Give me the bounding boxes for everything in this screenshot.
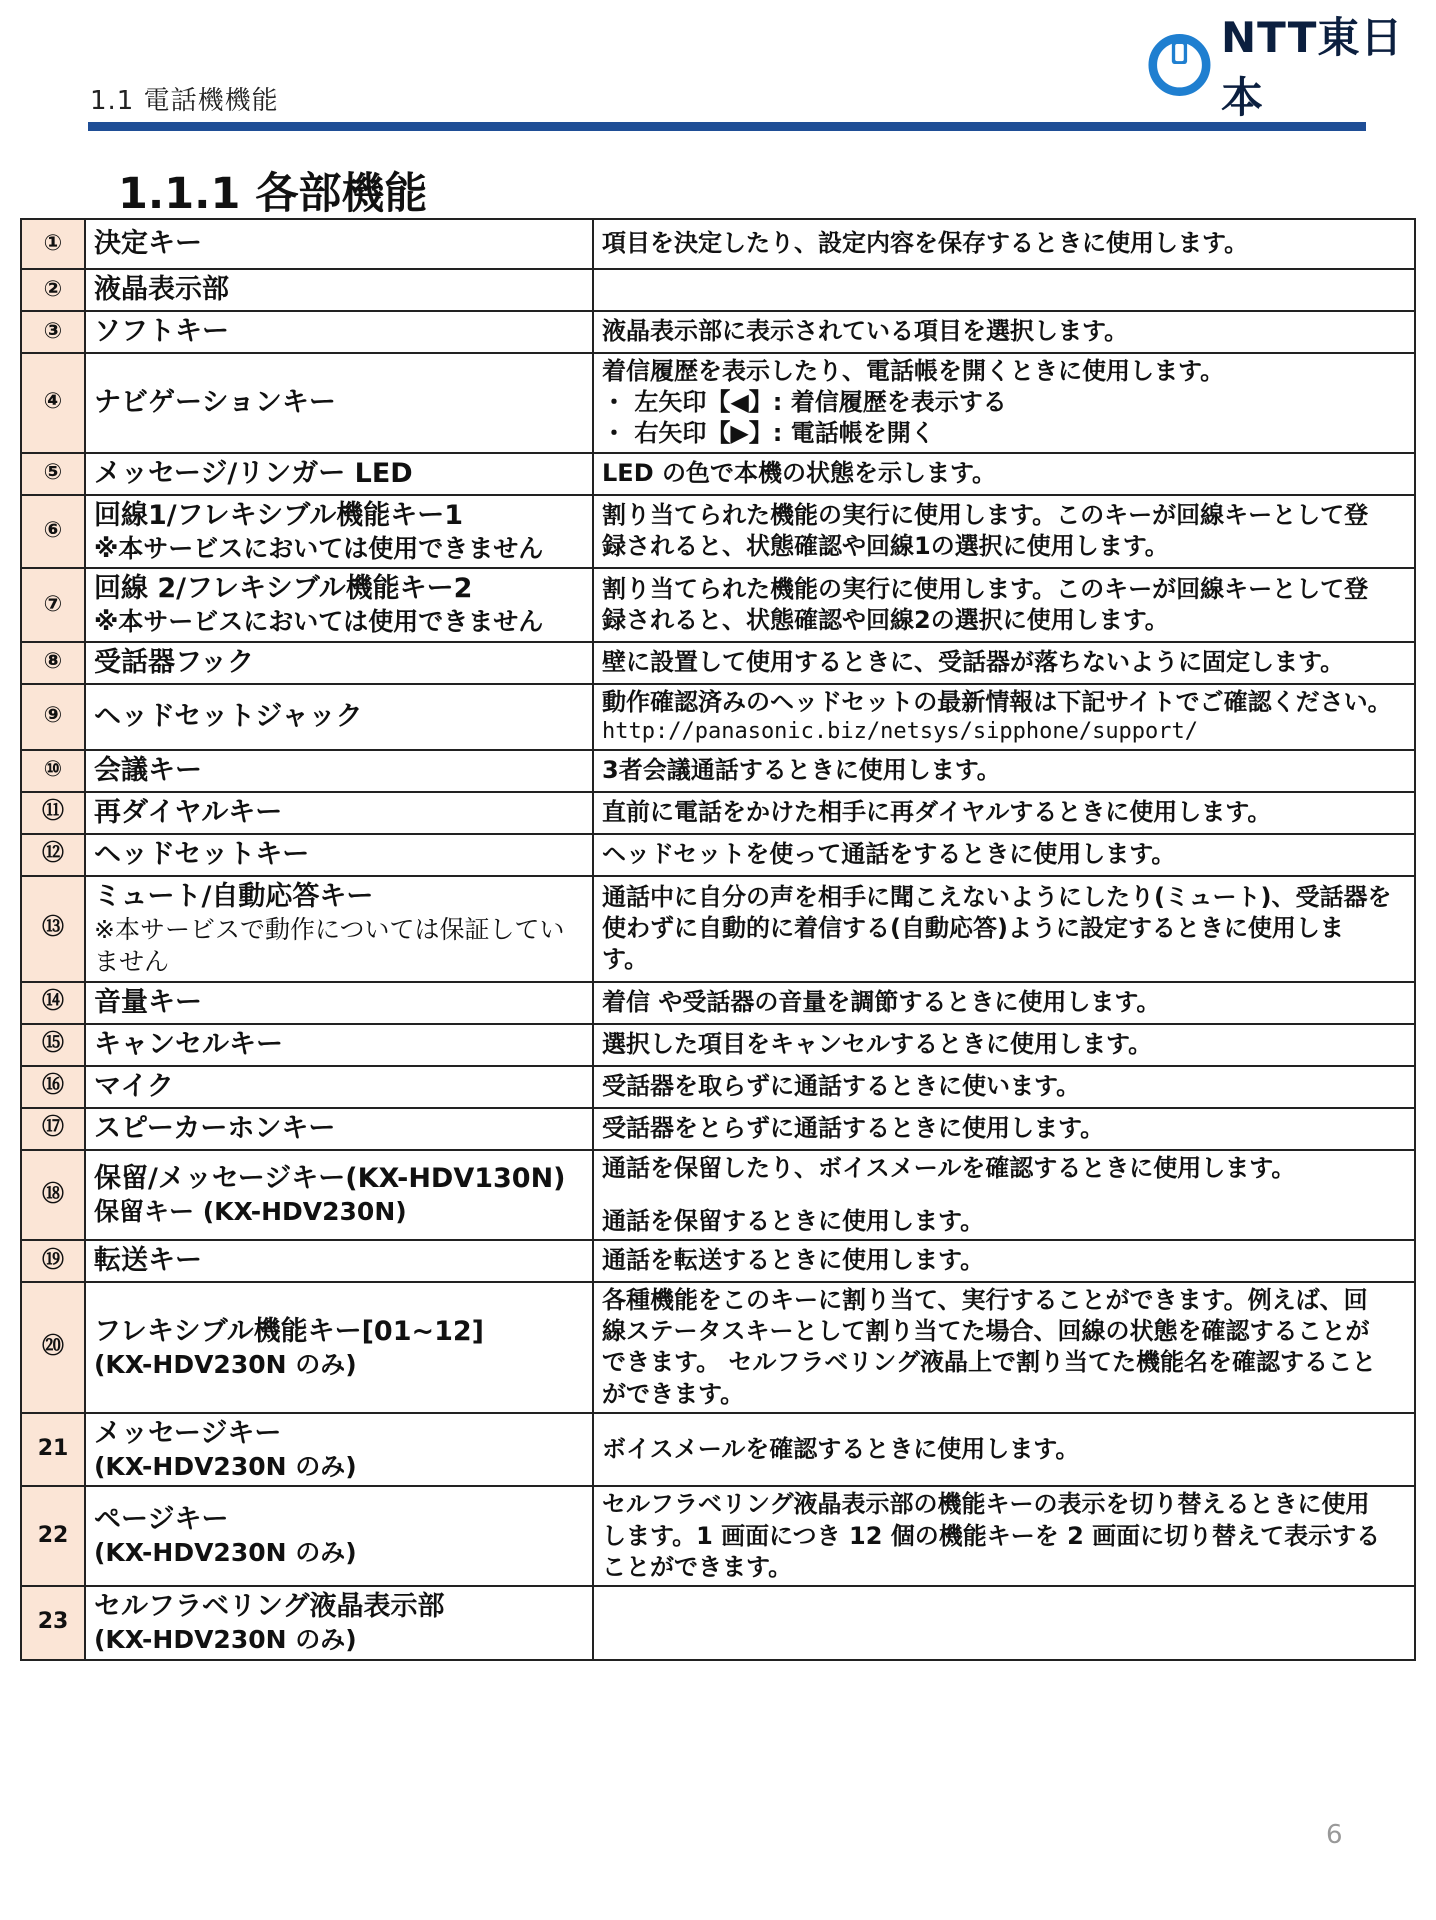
- item-description: [593, 453, 1415, 495]
- item-number: ②: [21, 269, 85, 311]
- item-name-cell: [85, 269, 593, 311]
- logo-text: NTT東日本: [1220, 13, 1404, 122]
- item-name: セルフラベリング液晶表示部: [94, 1590, 445, 1622]
- item-description: [593, 750, 1415, 792]
- item-description: [593, 1108, 1415, 1150]
- item-number: ⑬: [21, 876, 85, 982]
- item-name: ナビゲーションキー: [94, 387, 336, 419]
- page-title: 1.1.1 各部機能: [118, 169, 428, 219]
- description-line: 通話を保留するときに使用します。: [602, 1206, 985, 1235]
- item-description: [593, 1486, 1415, 1586]
- item-note: ※本サービスで動作については保証していません: [94, 914, 565, 977]
- item-number: ⑤: [21, 453, 85, 495]
- item-description: [593, 1586, 1415, 1660]
- item-description: [593, 792, 1415, 834]
- description-line: ・ 左矢印【◀】: 着信履歴を表示する: [602, 388, 1007, 417]
- item-description: [593, 353, 1415, 453]
- item-name: スピーカーホンキー: [94, 1113, 336, 1145]
- description-line: 通話を転送するときに使用します。: [602, 1246, 985, 1275]
- item-description: [593, 1024, 1415, 1066]
- item-name-cell: [85, 982, 593, 1024]
- item-name: メッセージ/リンガー LED: [94, 458, 413, 490]
- item-description: [593, 219, 1415, 269]
- item-name-cell: [85, 1108, 593, 1150]
- item-name-cell: [85, 1413, 593, 1487]
- table-row: [21, 750, 1415, 792]
- item-name: ヘッドセットジャック: [94, 701, 363, 733]
- item-name: ミュート/自動応答キー: [94, 880, 374, 912]
- ntt-east-logo: [1148, 13, 1436, 122]
- item-number: ⑪: [21, 792, 85, 834]
- description-line: 割り当てられた機能の実行に使用します。このキーが回線キーとして登: [602, 574, 1369, 603]
- table-row: [21, 1066, 1415, 1108]
- item-number: ⑮: [21, 1024, 85, 1066]
- item-name-cell: [85, 568, 593, 642]
- description-line: 壁に設置して使用するときに、受話器が落ちないように固定します。: [602, 648, 1345, 677]
- item-number: 23: [21, 1586, 85, 1660]
- item-name: キャンセルキー: [94, 1029, 283, 1061]
- item-name: 回線1/フレキシブル機能キー1: [94, 499, 464, 531]
- description-line: 録されると、状態確認や回線2の選択に使用します。: [602, 605, 1169, 634]
- item-number: ⑨: [21, 684, 85, 750]
- table-row: [21, 568, 1415, 642]
- item-name-cell: [85, 219, 593, 269]
- description-line: ・ 右矢印【▶】: 電話帳を開く: [602, 419, 935, 448]
- item-name-cell: [85, 1586, 593, 1660]
- item-name-cell: [85, 750, 593, 792]
- table-row: [21, 453, 1415, 495]
- table-row: [21, 1486, 1415, 1586]
- item-name-cell: [85, 1024, 593, 1066]
- ntt-logo-icon: [1148, 32, 1211, 98]
- item-name-cell: [85, 876, 593, 982]
- item-note: ※本サービスにおいては使用できません: [94, 607, 544, 637]
- table-row: [21, 876, 1415, 982]
- item-number: ⑯: [21, 1066, 85, 1108]
- table-row: [21, 1282, 1415, 1413]
- item-name: 音量キー: [94, 987, 202, 1019]
- item-number: ④: [21, 353, 85, 453]
- item-note: (KX-HDV230N のみ): [94, 1451, 357, 1481]
- item-description: [593, 982, 1415, 1024]
- item-name: ページキー: [94, 1504, 229, 1536]
- table-row: [21, 353, 1415, 453]
- item-name: メッセージキー: [94, 1417, 282, 1449]
- item-name: 回線 2/フレキシブル機能キー2: [94, 573, 473, 605]
- item-name: 液晶表示部: [94, 274, 229, 306]
- item-description: [593, 642, 1415, 684]
- item-number: ⑱: [21, 1150, 85, 1240]
- description-line: 3者会議通話するときに使用します。: [602, 755, 1001, 784]
- item-number: ⑦: [21, 568, 85, 642]
- item-name-cell: [85, 792, 593, 834]
- item-number: ①: [21, 219, 85, 269]
- table-row: [21, 1586, 1415, 1660]
- item-name: 決定キー: [94, 228, 202, 260]
- item-number: ⑫: [21, 834, 85, 876]
- item-name-cell: [85, 1486, 593, 1586]
- item-description: [593, 1066, 1415, 1108]
- item-name-cell: [85, 453, 593, 495]
- description-line: 直前に電話をかけた相手に再ダイヤルするときに使用します。: [602, 797, 1272, 826]
- item-name-cell: [85, 353, 593, 453]
- item-note: (KX-HDV230N のみ): [94, 1625, 357, 1654]
- item-note: (KX-HDV230N のみ): [94, 1538, 357, 1568]
- item-description: [593, 269, 1415, 311]
- description-spacer: [602, 1184, 1406, 1206]
- item-name-cell: [85, 1150, 593, 1240]
- item-number: ⑰: [21, 1108, 85, 1150]
- description-line: します。1 画面につき 12 個の機能キーを 2 画面に切り替えて表示する: [602, 1521, 1381, 1550]
- item-note: (KX-HDV230N のみ): [94, 1349, 357, 1379]
- item-name: フレキシブル機能キー[01~12]: [94, 1315, 485, 1347]
- item-description: [593, 1150, 1415, 1240]
- table-row: [21, 495, 1415, 569]
- description-line: 選択した項目をキャンセルするときに使用します。: [602, 1030, 1153, 1059]
- description-line: 受話器をとらずに通話するときに使用します。: [602, 1114, 1105, 1143]
- item-name-cell: [85, 1066, 593, 1108]
- description-line: 受話器を取らずに通話するときに使います。: [602, 1072, 1081, 1101]
- description-line: 線ステータスキーとして割り当てた場合、回線の状態を確認することが: [602, 1317, 1370, 1346]
- table-row: [21, 1108, 1415, 1150]
- table-row: [21, 642, 1415, 684]
- item-name-cell: [85, 495, 593, 569]
- description-line: ことができます。: [602, 1552, 793, 1581]
- item-number: ⑧: [21, 642, 85, 684]
- description-line: 液晶表示部に表示されている項目を選択します。: [602, 317, 1129, 346]
- item-description: [593, 311, 1415, 353]
- item-description: [593, 1413, 1415, 1487]
- description-line: 着信 や受話器の音量を調節するときに使用します。: [602, 988, 1161, 1017]
- item-number: ③: [21, 311, 85, 353]
- table-row: [21, 792, 1415, 834]
- item-number: ⑳: [21, 1282, 85, 1413]
- description-line: セルフラベリング液晶表示部の機能キーの表示を切り替えるときに使用: [602, 1490, 1370, 1519]
- item-description: [593, 834, 1415, 876]
- item-description: [593, 495, 1415, 569]
- item-note: 保留キー (KX-HDV230N): [94, 1197, 407, 1227]
- table-row: [21, 311, 1415, 353]
- description-line: 録されると、状態確認や回線1の選択に使用します。: [602, 532, 1169, 561]
- description-line: 通話を保留したり、ボイスメールを確認するときに使用します。: [602, 1153, 1296, 1182]
- item-name-cell: [85, 311, 593, 353]
- item-description: [593, 568, 1415, 642]
- item-name-cell: [85, 642, 593, 684]
- item-description: [593, 1282, 1415, 1413]
- item-name: 会議キー: [94, 754, 202, 786]
- table-row: [21, 1150, 1415, 1240]
- item-name: マイク: [94, 1071, 174, 1103]
- table-row: [21, 219, 1415, 269]
- table-row: [21, 269, 1415, 311]
- description-line: す。: [602, 945, 649, 974]
- description-line: 割り当てられた機能の実行に使用します。このキーが回線キーとして登: [602, 501, 1369, 530]
- table-row: [21, 982, 1415, 1024]
- description-line: 使わずに自動的に着信する(自動応答)ように設定するときに使用しま: [602, 913, 1344, 942]
- item-number: 22: [21, 1486, 85, 1586]
- page-number: 6: [1326, 1820, 1343, 1850]
- description-line: 着信履歴を表示したり、電話帳を開くときに使用します。: [602, 357, 1225, 385]
- item-description: [593, 1240, 1415, 1282]
- description-line: 項目を決定したり、設定内容を保存するときに使用します。: [602, 229, 1249, 258]
- description-line: ヘッドセットを使って通話をするときに使用します。: [602, 839, 1176, 868]
- table-row: [21, 684, 1415, 750]
- description-line: 動作確認済みのヘッドセットの最新情報は下記サイトでご確認ください。: [602, 687, 1392, 716]
- table-row: [21, 1024, 1415, 1066]
- item-name-cell: [85, 1240, 593, 1282]
- features-table: [20, 218, 1416, 1661]
- description-line: ができます。: [602, 1379, 745, 1408]
- table-row: [21, 834, 1415, 876]
- item-name: 受話器フック: [94, 647, 255, 679]
- item-number: 21: [21, 1413, 85, 1487]
- description-line: LED の色で本機の状態を示します。: [602, 458, 997, 487]
- item-note: ※本サービスにおいては使用できません: [94, 533, 544, 563]
- section-heading: 1.1 電話機機能: [90, 86, 279, 116]
- item-number: ⑩: [21, 750, 85, 792]
- item-name: 転送キー: [94, 1245, 202, 1277]
- description-line: 通話中に自分の声を相手に聞こえないようにしたり(ミュート)、受話器を: [602, 882, 1392, 911]
- description-line: http://panasonic.biz/netsys/sipphone/support/: [602, 718, 1199, 744]
- description-line: できます。 セルフラベリング液晶上で割り当てた機能名を確認すること: [602, 1348, 1376, 1377]
- item-name: 再ダイヤルキー: [94, 796, 283, 828]
- item-name-cell: [85, 1282, 593, 1413]
- item-number: ⑥: [21, 495, 85, 569]
- item-number: ⑭: [21, 982, 85, 1024]
- item-description: [593, 684, 1415, 750]
- table-row: [21, 1413, 1415, 1487]
- description-line: ボイスメールを確認するときに使用します。: [602, 1434, 1080, 1463]
- item-number: ⑲: [21, 1240, 85, 1282]
- header-divider: [88, 122, 1366, 131]
- item-name: ヘッドセットキー: [94, 838, 310, 870]
- item-name-cell: [85, 684, 593, 750]
- item-name-cell: [85, 834, 593, 876]
- item-description: [593, 876, 1415, 982]
- item-name: ソフトキー: [94, 316, 229, 348]
- description-line: 各種機能をこのキーに割り当て、実行することができます。例えば、回: [602, 1286, 1368, 1314]
- item-name: 保留/メッセージキー(KX-HDV130N): [94, 1163, 566, 1195]
- table-row: [21, 1240, 1415, 1282]
